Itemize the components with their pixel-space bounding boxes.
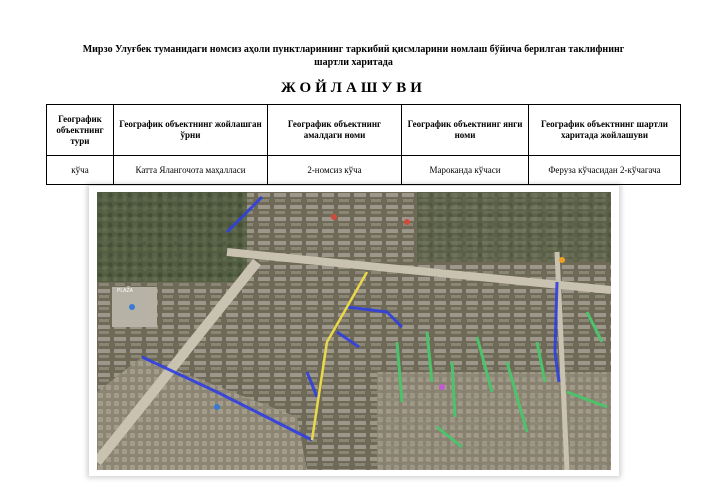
map-marker-pin: [439, 384, 445, 390]
map-marker-pin: [559, 257, 565, 263]
map-frame: [89, 186, 619, 476]
header-current-name: Географик объектнинг амалдаги номи: [268, 105, 402, 156]
header-new-name: Географик объектнинг янги номи: [402, 105, 529, 156]
map-marker-pin: [331, 214, 337, 220]
header-map-location: Географик объектнинг шартли харитада жойлашуви: [529, 105, 681, 156]
satellite-map: [97, 192, 611, 470]
map-image: [97, 192, 611, 470]
cell-new-name: Мароканда кўчаси: [402, 156, 529, 185]
object-table: [46, 104, 681, 185]
header-object-location: Географик объектнинг жойлашган ўрни: [114, 105, 268, 156]
document-header: [60, 43, 647, 69]
header-object-type: Географик объектнинг тури: [47, 105, 114, 156]
table-row: [47, 156, 681, 185]
cell-map-location: Феруза кўчасидан 2-кўчагача: [529, 156, 681, 185]
map-tree-zone: [417, 192, 611, 262]
map-park-zone: [97, 192, 247, 282]
document-title: ЖОЙЛАШУВИ: [281, 80, 426, 96]
map-marker-pin: [214, 404, 220, 410]
cell-object-location: Катта Ялангочота маҳалласи: [114, 156, 268, 185]
map-marker-pin: [129, 304, 135, 310]
map-housing-zone-right: [377, 372, 611, 470]
header-line-1: Мирзо Улуғбек туманидаги номсиз аҳоли пунктларининг таркибий қисмларини номлаш бўйича берилган таклифнинг: [82, 44, 625, 55]
map-label-plaza: PLAZA: [117, 288, 133, 294]
map-marker-pin: [404, 219, 410, 225]
table-header-row: [47, 105, 681, 156]
header-line-2: шартли харитада: [314, 57, 393, 68]
cell-current-name: 2-номсиз кўча: [268, 156, 402, 185]
cell-object-type: кўча: [47, 156, 114, 185]
